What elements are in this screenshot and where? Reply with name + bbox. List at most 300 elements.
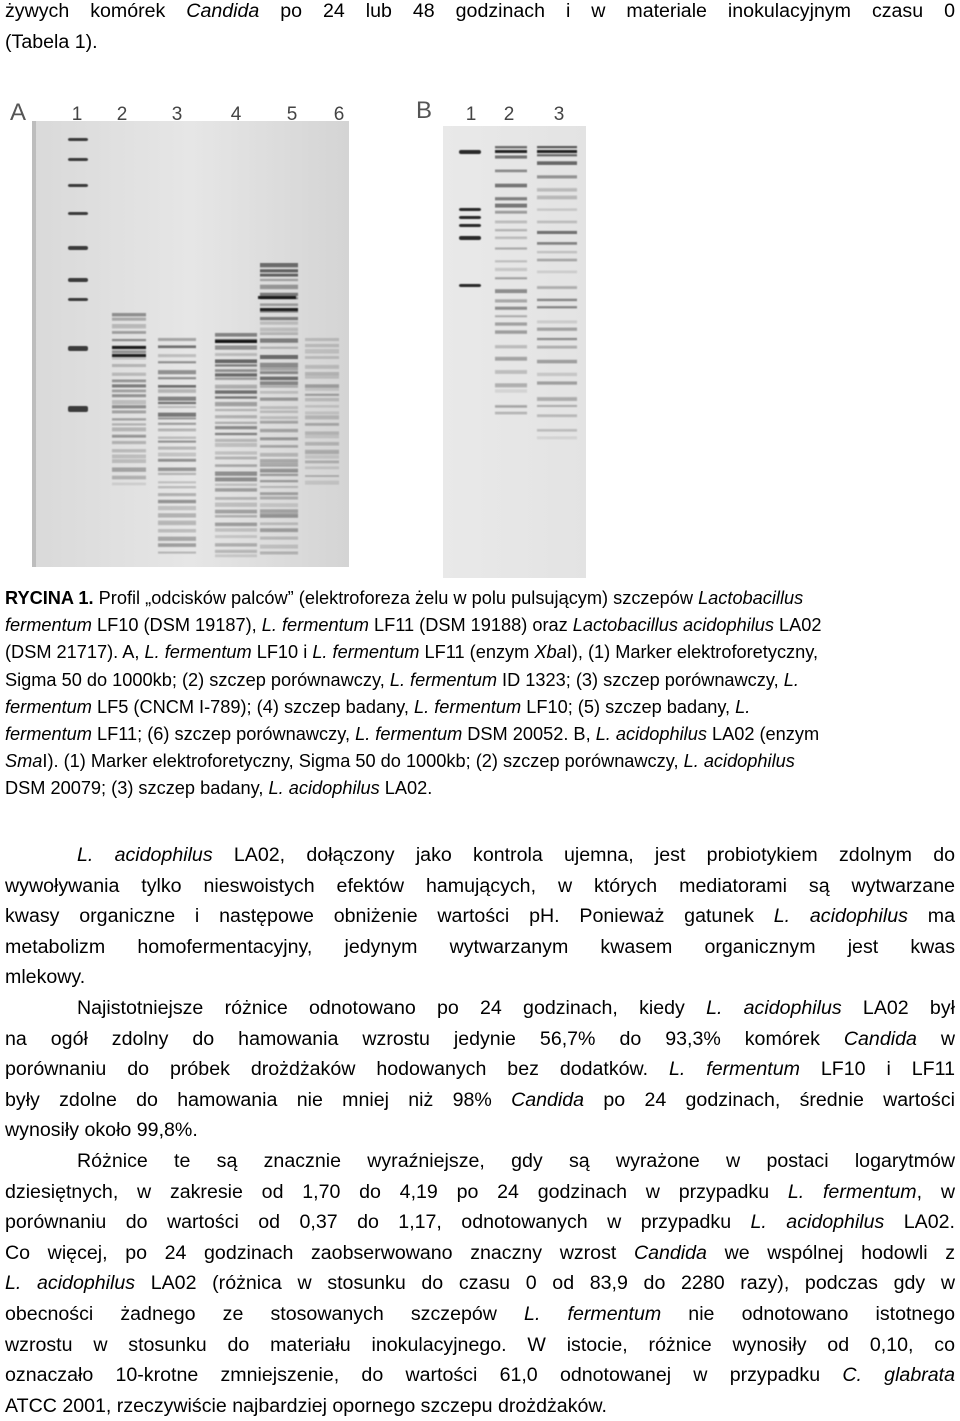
gel-band bbox=[260, 328, 298, 332]
gel-band bbox=[158, 453, 196, 457]
caption-segment: DSM 20079; (3) szczep badany, bbox=[5, 778, 269, 799]
body-paragraphs bbox=[5, 840, 955, 1421]
intro-segment: (Tabela 1). bbox=[5, 31, 98, 53]
body-line bbox=[5, 1238, 955, 1269]
gel-band bbox=[68, 346, 88, 351]
body-segment: L. acidophilus bbox=[706, 996, 842, 1019]
gel-band bbox=[215, 523, 257, 527]
gel-band bbox=[215, 510, 257, 514]
caption-segment: (DSM 21717). A, bbox=[5, 642, 145, 663]
gel-band bbox=[112, 394, 146, 397]
gel-panel-a bbox=[10, 99, 349, 567]
gel-band bbox=[537, 154, 577, 156]
gel-band bbox=[305, 431, 339, 435]
caption-segment: ID 1323; (3) szczep porównawczy, bbox=[496, 669, 784, 690]
gel-band bbox=[158, 521, 196, 525]
caption-line bbox=[5, 721, 955, 748]
gel-band bbox=[215, 345, 257, 349]
gel-band bbox=[215, 377, 257, 379]
caption-line bbox=[5, 612, 955, 639]
gel-band bbox=[215, 550, 257, 553]
gel-band bbox=[459, 224, 481, 227]
gel-band bbox=[537, 320, 577, 323]
gel-band bbox=[260, 406, 298, 409]
intro-line-1 bbox=[5, 0, 955, 27]
gel-band bbox=[305, 365, 339, 369]
gel-band bbox=[260, 355, 298, 359]
caption-segment: Xba bbox=[534, 642, 567, 663]
gel-band bbox=[495, 289, 527, 293]
gel-band bbox=[537, 161, 577, 165]
caption-segment: L. acidophilus bbox=[268, 778, 380, 799]
caption-segment: Sigma 50 do 1000kb; (2) szczep porównawczy, bbox=[5, 669, 390, 690]
gel-band bbox=[260, 480, 298, 482]
gel-band bbox=[305, 466, 339, 469]
body-segment: wynosiły około 99,8%. bbox=[5, 1119, 198, 1142]
body-segment: Candida bbox=[511, 1088, 585, 1111]
lane-label-a: 4 bbox=[230, 104, 242, 125]
gel-band bbox=[495, 150, 527, 153]
gel-band bbox=[537, 175, 577, 178]
body-line bbox=[5, 1268, 955, 1299]
caption-segment: LF10 i bbox=[251, 642, 313, 663]
lane-label-a: 5 bbox=[286, 104, 298, 125]
gel-band bbox=[215, 543, 257, 546]
gel-band bbox=[495, 412, 527, 415]
gel-band bbox=[158, 436, 196, 438]
body-segment: C. glabrata bbox=[842, 1364, 955, 1387]
gel-band bbox=[158, 370, 196, 374]
gel-band bbox=[215, 464, 257, 467]
gel-band bbox=[260, 332, 298, 335]
lane-label-b: 1 bbox=[465, 104, 477, 125]
gel-band bbox=[112, 350, 146, 353]
body-line bbox=[5, 1146, 955, 1177]
gel-band bbox=[260, 317, 298, 320]
gel-band bbox=[68, 406, 88, 412]
body-segment: L. acidophilus bbox=[5, 1272, 136, 1295]
body-line bbox=[5, 871, 955, 902]
gel-band bbox=[495, 370, 527, 374]
gel-band bbox=[260, 551, 298, 554]
caption-line bbox=[5, 748, 955, 775]
gel-band bbox=[112, 331, 146, 334]
gel-band bbox=[215, 359, 257, 363]
gel-band bbox=[215, 409, 257, 411]
gel-band bbox=[158, 397, 196, 401]
caption-segment: LF11 (enzym bbox=[419, 642, 535, 663]
body-segment: LA02 (różnica w stosunku do czasu 0 od 83,9 do 2280 razy), podczas gdy w bbox=[135, 1272, 955, 1295]
intro-segment: Candida bbox=[186, 0, 260, 22]
gel-band bbox=[495, 260, 527, 262]
gel-band bbox=[495, 307, 527, 310]
gel-electrophoresis-figure bbox=[0, 88, 960, 583]
gel-band bbox=[260, 303, 298, 306]
gel-band bbox=[215, 497, 257, 500]
intro-segment: żywych komórek bbox=[5, 0, 187, 22]
caption-segment: fermentum bbox=[5, 724, 92, 745]
intro-paragraph bbox=[5, 0, 955, 58]
gel-band bbox=[537, 360, 577, 364]
gel-band bbox=[215, 451, 257, 454]
panel-a-label: A bbox=[10, 99, 27, 126]
gel-band bbox=[537, 429, 577, 432]
body-segment: porównaniu do wartości od 0,37 do 1,17, odnotowanych w przypadku bbox=[5, 1211, 751, 1234]
gel-band bbox=[112, 423, 146, 425]
caption-segment: Lactobacillus bbox=[698, 588, 804, 608]
caption-segment: LF10 (DSM 19187), bbox=[91, 615, 262, 636]
gel-band bbox=[537, 251, 577, 253]
body-segment: na ogół zdolny do hamowania wzrostu jedynie 56,7% do 93,3% komórek bbox=[5, 1027, 844, 1050]
body-segment: obecności żadnego ze stosowanych szczepów bbox=[5, 1302, 525, 1325]
body-segment: nie odnotowano istotnego bbox=[661, 1302, 955, 1325]
gel-band bbox=[215, 554, 257, 557]
body-segment: , w bbox=[916, 1180, 955, 1203]
gel-band bbox=[215, 422, 257, 424]
gel-band bbox=[260, 522, 298, 525]
gel-band bbox=[537, 373, 577, 376]
gel-band bbox=[495, 389, 527, 392]
gel-band bbox=[112, 318, 146, 321]
body-line bbox=[5, 962, 955, 993]
gel-band bbox=[215, 340, 257, 343]
gel-band bbox=[537, 299, 577, 301]
gel-band bbox=[158, 481, 196, 483]
body-segment: oznaczało 10-krotne zmniejszenie, do wartości 61,0 odnotowanej w przypadku bbox=[5, 1364, 843, 1387]
gel-band bbox=[260, 469, 298, 473]
caption-segment: LF11; (6) szczep porównawczy, bbox=[91, 724, 356, 745]
gel-band bbox=[158, 345, 196, 348]
gel-band bbox=[158, 551, 196, 553]
gel-band bbox=[260, 347, 298, 349]
gel-band bbox=[215, 402, 257, 406]
gel-band bbox=[112, 354, 146, 357]
gel-band bbox=[260, 321, 298, 324]
gel-band bbox=[215, 477, 257, 481]
body-segment: Candida bbox=[633, 1241, 707, 1264]
gel-band bbox=[260, 279, 298, 281]
gel-band bbox=[112, 428, 146, 432]
body-segment: L. acidophilus bbox=[773, 905, 908, 928]
gel-band bbox=[260, 381, 298, 385]
gel-band bbox=[215, 415, 257, 418]
gel-band bbox=[305, 377, 339, 379]
gel-band bbox=[537, 338, 577, 340]
gel-band bbox=[260, 269, 298, 272]
gel-band bbox=[158, 354, 196, 357]
gel-band bbox=[537, 231, 577, 234]
caption-line bbox=[5, 667, 955, 694]
gel-band bbox=[158, 429, 196, 432]
caption-segment: L. bbox=[783, 669, 799, 690]
gel-band bbox=[68, 212, 88, 215]
caption-segment: L. acidophilus bbox=[595, 724, 707, 745]
gel-band bbox=[305, 344, 339, 347]
gel-band bbox=[112, 455, 146, 459]
intro-segment: po 24 lub 48 godzinach i w materiale inokulacyjnym czasu 0 bbox=[259, 0, 955, 22]
caption-segment: Profil „odcisków palców” (elektroforeza żelu w polu pulsującym) szczepów bbox=[93, 588, 699, 608]
gel-band bbox=[305, 356, 339, 359]
caption-segment: L. fermentum bbox=[144, 642, 252, 663]
gel-band bbox=[260, 445, 298, 448]
gel-band bbox=[215, 439, 257, 442]
gel-band bbox=[112, 476, 146, 480]
gel-band bbox=[260, 453, 298, 457]
caption-line bbox=[5, 694, 955, 721]
gel-band bbox=[260, 263, 298, 267]
gel-band bbox=[112, 467, 146, 471]
body-line bbox=[5, 901, 955, 932]
caption-segment: L. fermentum bbox=[389, 669, 497, 690]
gel-band bbox=[215, 443, 257, 447]
gel-band bbox=[112, 410, 146, 413]
gel-band bbox=[495, 277, 527, 279]
gel-band bbox=[260, 385, 298, 387]
body-segment: w bbox=[916, 1027, 956, 1050]
gel-band bbox=[495, 268, 527, 271]
gel-band bbox=[305, 411, 339, 414]
gel-band bbox=[305, 394, 339, 396]
gel-band bbox=[260, 528, 298, 532]
body-line bbox=[5, 1115, 955, 1146]
gel-band bbox=[112, 346, 146, 349]
gel-band bbox=[215, 364, 257, 366]
intro-line-2 bbox=[5, 27, 955, 58]
gel-band bbox=[459, 150, 481, 154]
gel-band bbox=[495, 315, 527, 317]
gel-band bbox=[112, 418, 146, 420]
gel-band bbox=[537, 196, 577, 200]
body-segment: mlekowy. bbox=[5, 966, 86, 989]
gel-band bbox=[158, 473, 196, 475]
body-line bbox=[5, 1391, 955, 1421]
gel-band bbox=[495, 345, 527, 348]
gel-band bbox=[158, 338, 196, 341]
gel-band bbox=[260, 421, 298, 424]
gel-band bbox=[215, 385, 257, 389]
gel-band bbox=[68, 246, 88, 250]
caption-segment: L. fermentum bbox=[312, 642, 420, 663]
caption-segment: LF5 (CNCM I-789); (4) szczep badany, bbox=[91, 696, 415, 717]
gel-band bbox=[260, 367, 298, 371]
gel-band bbox=[537, 328, 577, 331]
gel-band bbox=[537, 271, 577, 273]
caption-segment: DSM 20052. B, bbox=[462, 724, 596, 745]
gel-panel-b bbox=[416, 97, 586, 578]
body-segment: Najistotniejsze różnice odnotowano po 24 godzinach, kiedy bbox=[77, 996, 707, 1019]
gel-band bbox=[158, 417, 196, 419]
gel-band bbox=[459, 216, 481, 219]
body-line bbox=[5, 1299, 955, 1330]
figure-caption bbox=[5, 585, 955, 803]
body-line bbox=[5, 1024, 955, 1055]
gel-band bbox=[537, 381, 577, 384]
caption-segment: L. fermentum bbox=[261, 615, 369, 636]
gel-band bbox=[68, 298, 88, 301]
gel-band bbox=[537, 208, 577, 210]
gel-band bbox=[158, 486, 196, 488]
caption-segment: LF11 (DSM 19188) oraz bbox=[368, 615, 573, 636]
gel-band bbox=[537, 397, 577, 401]
gel-band bbox=[495, 211, 527, 214]
caption-line bbox=[5, 639, 955, 666]
gel-band bbox=[112, 339, 146, 341]
gel-band bbox=[258, 296, 296, 299]
gel-band bbox=[158, 423, 196, 425]
body-segment: wzrostu w stosunku do materiału inokulacyjnego. W istocie, różnice wynosiły od 0,10, co bbox=[5, 1333, 955, 1356]
gel-band bbox=[260, 437, 298, 440]
gel-band bbox=[158, 513, 196, 517]
gel-band bbox=[305, 481, 339, 485]
lane-label-a: 3 bbox=[171, 104, 183, 125]
caption-segment: L. fermentum bbox=[414, 696, 522, 717]
caption-segment: I). (1) Marker elektroforetyczny, Sigma 50 do 1000kb; (2) szczep porównawczy, bbox=[42, 751, 684, 772]
body-segment: Różnice te są znacznie wyraźniejsze, gdy są wyrażone w postaci logarytmów bbox=[77, 1149, 955, 1172]
gel-band bbox=[537, 259, 577, 262]
gel-band bbox=[158, 493, 196, 496]
body-segment: kwasy organiczne i następowe obniżenie wartości pH. Ponieważ gatunek bbox=[5, 905, 774, 928]
gel-band bbox=[260, 274, 298, 277]
gel-band bbox=[305, 460, 339, 463]
gel-band bbox=[260, 503, 298, 507]
gel-band bbox=[112, 459, 146, 463]
gel-band bbox=[537, 437, 577, 440]
gel-band bbox=[260, 509, 298, 513]
gel-band bbox=[537, 405, 577, 407]
body-segment: LF10 i LF11 bbox=[799, 1058, 955, 1081]
gel-band bbox=[215, 503, 257, 507]
gel-band bbox=[158, 406, 196, 408]
body-line bbox=[5, 1085, 955, 1116]
body-segment: wywoływania tylko nieswoistych efektów hamujących, w których mediatorami są wytwarzane bbox=[5, 874, 955, 897]
gel-band bbox=[112, 380, 146, 383]
gel-band bbox=[305, 398, 339, 401]
gel-band bbox=[495, 330, 527, 333]
gel-band bbox=[158, 537, 196, 541]
gel-band bbox=[215, 433, 257, 435]
body-segment: we wspólnej hodowli z bbox=[706, 1241, 955, 1264]
body-segment: ma bbox=[907, 905, 955, 928]
gel-band bbox=[215, 488, 257, 491]
gel-band bbox=[495, 237, 527, 240]
body-segment: ATCC 2001, rzeczywiście najbardziej opornego szczepu drożdżaków. bbox=[5, 1394, 607, 1417]
gel-band bbox=[495, 322, 527, 325]
body-line bbox=[5, 1360, 955, 1391]
gel-band bbox=[537, 414, 577, 417]
gel-band bbox=[305, 384, 339, 388]
gel-band bbox=[112, 435, 146, 438]
gel-band bbox=[260, 293, 298, 296]
gel-band bbox=[305, 442, 339, 445]
gel-band bbox=[68, 184, 88, 187]
body-line bbox=[5, 993, 955, 1024]
lane-label-b: 3 bbox=[553, 104, 565, 125]
gel-band bbox=[495, 357, 527, 361]
gel-band bbox=[68, 158, 88, 161]
body-line bbox=[5, 1054, 955, 1085]
gel-band bbox=[215, 528, 257, 531]
gel-band bbox=[260, 416, 298, 419]
gel-band bbox=[158, 529, 196, 532]
gel-band bbox=[495, 155, 527, 158]
gel-band bbox=[260, 308, 298, 311]
body-segment: były zdolne do hamowania nie mniej niż 98% bbox=[5, 1088, 512, 1111]
caption-segment: I), (1) Marker elektroforetyczny, bbox=[566, 642, 819, 663]
gel-band bbox=[495, 184, 527, 188]
gel-band bbox=[158, 440, 196, 442]
lane-label-b: 2 bbox=[503, 104, 515, 125]
gel-band bbox=[260, 545, 298, 549]
gel-band bbox=[260, 474, 298, 476]
gel-band bbox=[215, 333, 257, 337]
gel-a-edge bbox=[32, 121, 36, 567]
body-segment: L. acidophilus bbox=[77, 844, 213, 866]
gel-band bbox=[158, 389, 196, 393]
gel-band bbox=[215, 353, 257, 356]
gel-band bbox=[158, 385, 196, 388]
gel-band bbox=[215, 373, 257, 376]
lane-label-a: 2 bbox=[116, 104, 128, 125]
gel-band bbox=[158, 377, 196, 379]
body-segment: po 24 godzinach, średnie wartości bbox=[584, 1088, 955, 1111]
gel-band bbox=[495, 170, 527, 173]
gel-band bbox=[215, 483, 257, 486]
gel-band bbox=[305, 416, 339, 420]
gel-band bbox=[158, 361, 196, 363]
gel-band bbox=[112, 384, 146, 387]
gel-band bbox=[158, 447, 196, 450]
body-segment: LA02. bbox=[884, 1211, 955, 1234]
caption-segment: RYCINA 1. bbox=[5, 588, 94, 608]
gel-band bbox=[537, 346, 577, 349]
gel-band bbox=[260, 459, 298, 463]
gel-band bbox=[305, 388, 339, 390]
body-segment: metabolizm homofermentacyjny, jedynym wytwarzanym kwasem organicznym jest kwas bbox=[5, 935, 955, 958]
gel-band bbox=[68, 278, 88, 282]
body-segment: porównaniu do próbek drożdżaków hodowanych bez dodatków. bbox=[5, 1058, 670, 1081]
gel-band bbox=[215, 515, 257, 517]
gel-band bbox=[305, 405, 339, 408]
body-segment: L. fermentum bbox=[524, 1302, 662, 1325]
caption-line bbox=[5, 585, 955, 612]
gel-band bbox=[305, 338, 339, 341]
gel-band bbox=[495, 197, 527, 200]
gel-band bbox=[537, 146, 577, 148]
panel-b-label: B bbox=[416, 97, 433, 124]
gel-band bbox=[158, 500, 196, 503]
gel-band bbox=[260, 391, 298, 394]
gel-band bbox=[260, 492, 298, 495]
caption-segment: L. fermentum bbox=[355, 724, 463, 745]
gel-band bbox=[215, 535, 257, 538]
gel-band bbox=[495, 247, 527, 249]
gel-band bbox=[495, 229, 527, 231]
body-segment: L. acidophilus bbox=[750, 1211, 885, 1234]
gel-band bbox=[459, 208, 481, 211]
gel-band bbox=[215, 390, 257, 393]
gel-band bbox=[260, 486, 298, 488]
gel-band bbox=[305, 475, 339, 477]
gel-band bbox=[495, 146, 527, 148]
gel-band bbox=[305, 455, 339, 459]
gel-band bbox=[158, 402, 196, 404]
caption-segment: LF10; (5) szczep badany, bbox=[521, 696, 736, 717]
gel-band bbox=[112, 483, 146, 486]
caption-segment: Lactobacillus acidophilus bbox=[572, 615, 774, 636]
gel-band bbox=[495, 204, 527, 208]
gel-band bbox=[260, 514, 298, 518]
body-segment: Candida bbox=[843, 1027, 917, 1050]
